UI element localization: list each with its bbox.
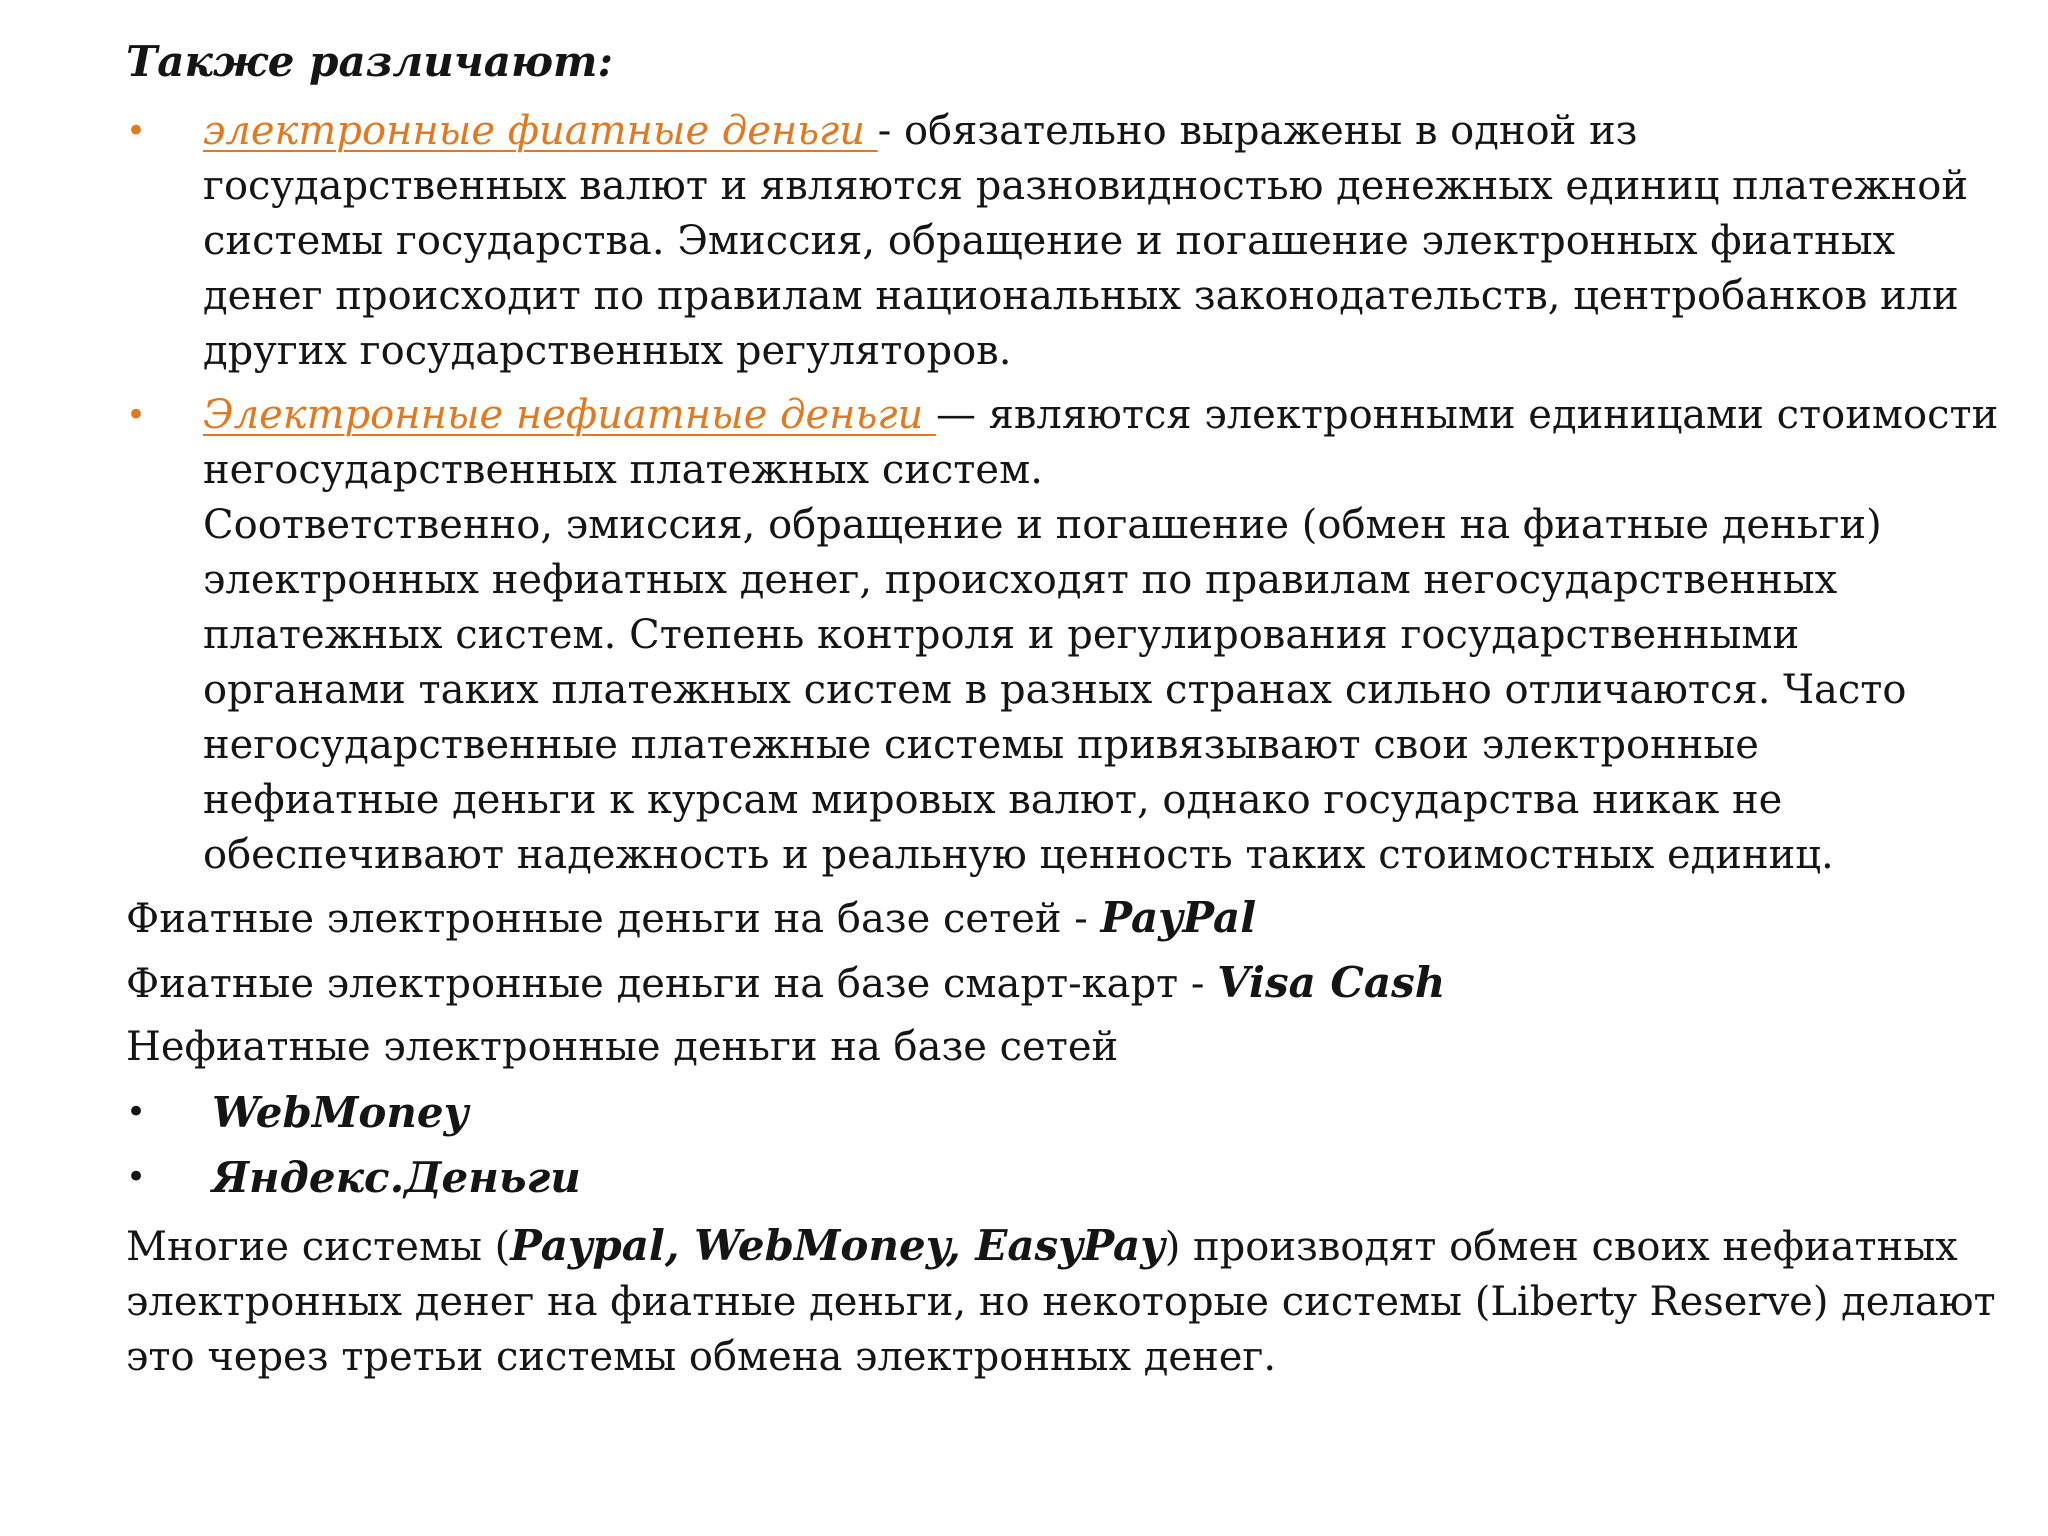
system-label: WebMoney bbox=[212, 1088, 468, 1137]
line-emphasis: Visa Cash bbox=[1217, 958, 1446, 1007]
bullet-body bbox=[203, 104, 2003, 379]
line-text: Фиатные электронные деньги на базе смарт-карт - bbox=[126, 961, 1218, 1007]
nonfiat-money-link[interactable]: Электронные нефиатные деньги bbox=[203, 392, 936, 438]
closing-emphasis: Paypal, WebMoney, EasyPay bbox=[510, 1221, 1165, 1270]
line-emphasis: PayPal bbox=[1100, 893, 1257, 942]
line-nonfiat-networks bbox=[126, 1020, 1118, 1075]
bullet-paragraph bbox=[203, 388, 2003, 498]
bullet-text: - обязательно выражены в одной из государственных валют и являются разновидностью денежных единиц платежной системы государства. Эмиссия, обращение и погашение электронных фиатных денег происходит по правилам национальных законодательств, центробанков или других государственных регуляторов. bbox=[203, 108, 1968, 374]
bullet-body bbox=[203, 388, 2003, 883]
slide-heading: Также различают: bbox=[126, 37, 613, 86]
fiat-money-link[interactable]: электронные фиатные деньги bbox=[203, 108, 878, 154]
bullet-dot: • bbox=[126, 1157, 147, 1197]
bullet-dot: • bbox=[126, 1092, 147, 1132]
closing-before: Многие системы ( bbox=[126, 1224, 511, 1270]
line-text: Фиатные электронные деньги на базе сетей - bbox=[126, 896, 1101, 942]
closing-after: ) производят обмен своих нефиатных электронных денег на фиатные деньги, но некоторые системы (Liberty Reserve) делают это через третьи системы обмена электронных денег. bbox=[126, 1224, 1996, 1380]
system-label: Яндекс.Деньги bbox=[212, 1153, 581, 1202]
bullet-paragraph bbox=[203, 104, 2003, 379]
bullet-dot: • bbox=[126, 111, 147, 151]
bullet-text: — являются электронными единицами стоимости негосударственных платежных систем. bbox=[203, 392, 1999, 493]
line-text: Нефиатные электронные деньги на базе сетей bbox=[126, 1024, 1119, 1070]
bullet-continuation: Соответственно, эмиссия, обращение и погашение (обмен на фиатные деньги) электронных нефиатных денег, происходят по правилам негосударственных платежных систем. Степень контроля и регулирования государственными органами таких платежных систем в разных странах сильно отличаются. Часто негосударственные платежные системы привязывают свои электронные нефиатные деньги к курсам мировых валют, однако государства никак не обеспечивают надежность и реальную ценность таких стоимостных единиц. bbox=[203, 502, 1907, 878]
line-fiat-smartcards bbox=[126, 955, 1445, 1012]
bullet-dot: • bbox=[126, 395, 147, 435]
line-fiat-networks bbox=[126, 890, 1256, 947]
closing-paragraph bbox=[126, 1218, 2006, 1385]
